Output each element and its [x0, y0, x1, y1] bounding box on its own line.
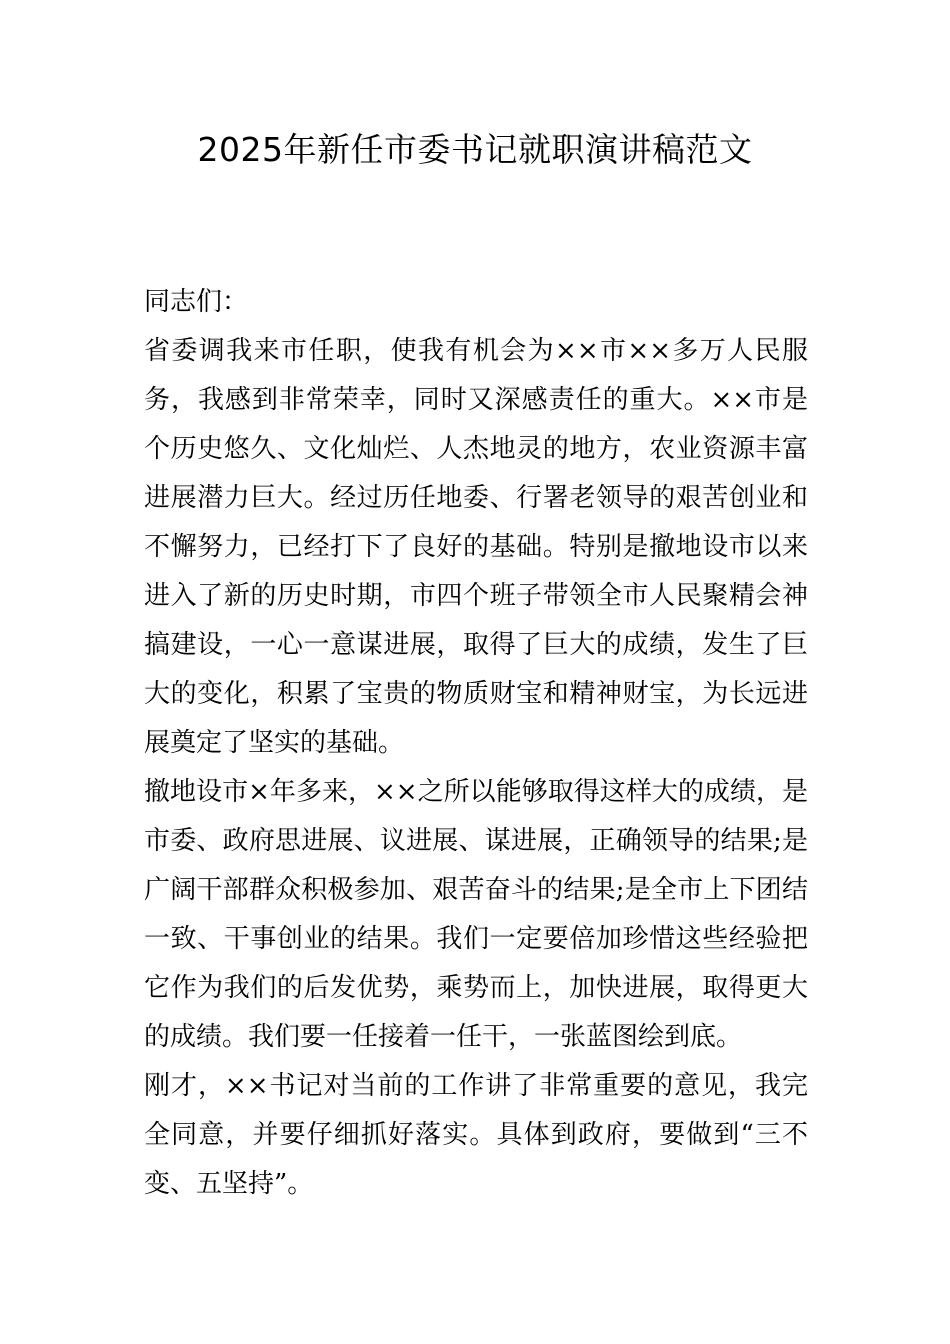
document-body	[144, 278, 808, 1209]
paragraph-3: 刚才，××书记对当前的工作讲了非常重要的意见，我完全同意，并要仔细抓好落实。具体到政府，要做到“三不变、五坚持”。	[144, 1071, 808, 1199]
salutation: 同志们：	[144, 287, 249, 317]
paragraph-1: 省委调我来市任职，使我有机会为××市××多万人民服务，我感到非常荣幸，同时又深感责任的重大。××市是个历史悠久、文化灿烂、人杰地灵的地方，农业资源丰富进展潜力巨大。经过历任地委、行署老领导的艰苦创业和不懈努力，已经打下了良好的基础。特别是撤地设市以来进入了新的历史时期，市四个班子带领全市人民聚精会神搞建设，一心一意谋进展，取得了巨大的成绩，发生了巨大的变化，积累了宝贵的物质财宝和精神财宝，为长远进展奠定了坚实的基础。	[144, 336, 808, 758]
paragraph-2: 撤地设市×年多来，××之所以能够取得这样大的成绩，是市委、政府思进展、议进展、谋进展，正确领导的结果;是广阔干部群众积极参加、艰苦奋斗的结果;是全市上下团结一致、干事创业的结果。我们一定要倍加珍惜这些经验把它作为我们的后发优势，乘势而上，加快进展，取得更大的成绩。我们要一任接着一任干，一张蓝图绘到底。	[144, 777, 808, 1052]
document-title: 2025年新任市委书记就职演讲稿范文	[197, 130, 753, 169]
